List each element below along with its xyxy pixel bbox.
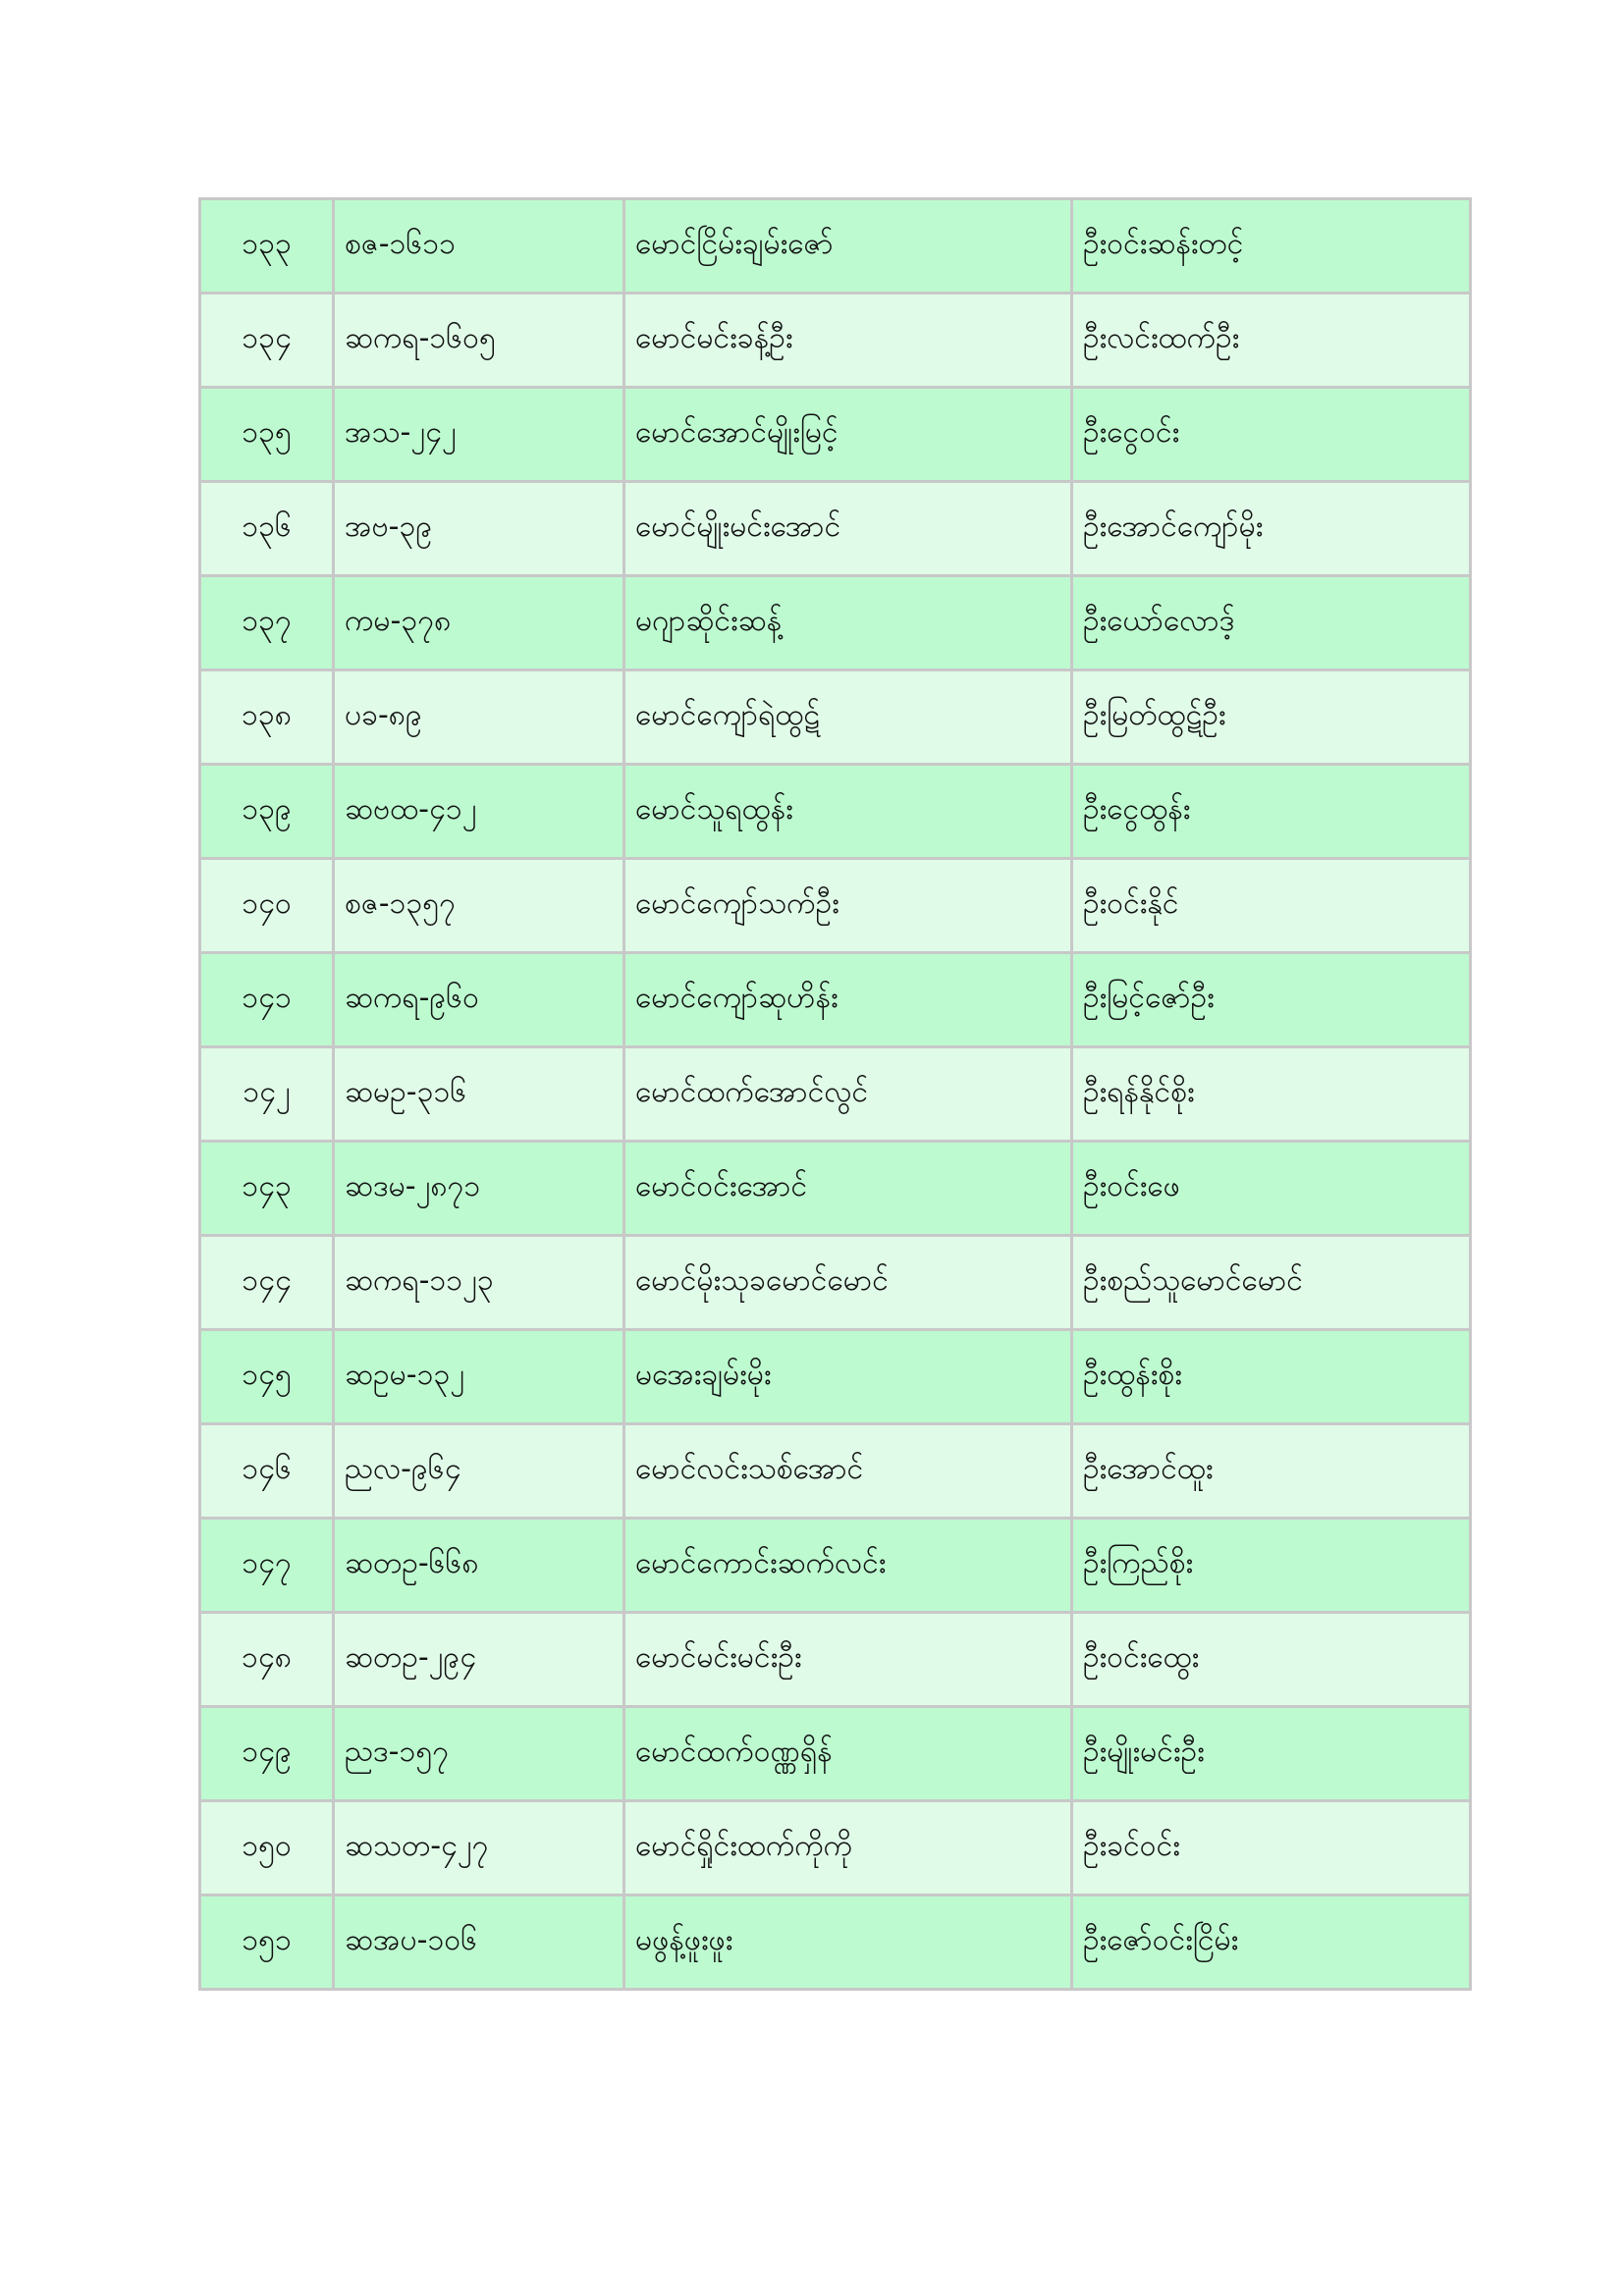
table-row [200,765,1471,859]
row-number: ၁၃၆ [200,482,334,576]
roll-number: ဆကရ-၉၆၀ [334,953,624,1047]
table-row [200,294,1471,388]
father-name: ဦးငွေဝင်း [1072,388,1471,482]
roll-number: အသ-၂၄၂ [334,388,624,482]
roll-number: ကမ-၃၇၈ [334,576,624,670]
row-number: ၁၅၁ [200,1896,334,1990]
row-number: ၁၃၇ [200,576,334,670]
roll-number: ဆဗထ-၄၁၂ [334,765,624,859]
row-number: ၁၄၇ [200,1519,334,1613]
roll-number: စဇ-၁၃၅၇ [334,859,624,953]
father-name: ဦးအောင်ကျော်မိုး [1072,482,1471,576]
student-name: မောင်ငြိမ်းချမ်းဇော် [624,199,1072,294]
student-name: မောင်မင်းမင်းဦး [624,1613,1072,1707]
table-row [200,1801,1471,1896]
father-name: ဦးဇော်ဝင်းငြိမ်း [1072,1896,1471,1990]
student-name: မဖွန့်ဖူးဖူး [624,1896,1072,1990]
row-number: ၁၄၆ [200,1424,334,1519]
row-number: ၁၄၃ [200,1142,334,1236]
row-number: ၁၃၃ [200,199,334,294]
roll-number: ဆမဥ-၃၁၆ [334,1047,624,1142]
table-row [200,1330,1471,1424]
student-name: မောင်ဝင်းအောင် [624,1142,1072,1236]
father-name: ဦးငွေထွန်း [1072,765,1471,859]
student-name: မောင်ထက်ဝဏ္ဏရှိန် [624,1707,1072,1801]
table-body [200,199,1471,1990]
father-name: ဦးဝင်းဆန်းတင့် [1072,199,1471,294]
table-row [200,1896,1471,1990]
row-number: ၁၄၈ [200,1613,334,1707]
row-number: ၁၃၉ [200,765,334,859]
roll-number: ဆဒမ-၂၈၇၁ [334,1142,624,1236]
table-row [200,1707,1471,1801]
table-row [200,859,1471,953]
results-table [198,197,1472,1991]
roll-number: အဗ-၃၉ [334,482,624,576]
table-row [200,199,1471,294]
student-name: မောင်ရှိုင်းထက်ကိုကို [624,1801,1072,1896]
table-row [200,1047,1471,1142]
father-name: ဦးထွန်းစိုး [1072,1330,1471,1424]
student-name: မောင်ကောင်းဆက်လင်း [624,1519,1072,1613]
table-row [200,953,1471,1047]
roll-number: ဆအပ-၁၀၆ [334,1896,624,1990]
table-row [200,388,1471,482]
student-name: မအေးချမ်းမိုး [624,1330,1072,1424]
table-row [200,1142,1471,1236]
father-name: ဦးခင်ဝင်း [1072,1801,1471,1896]
table-row [200,1613,1471,1707]
father-name: ဦးဝင်းနိုင် [1072,859,1471,953]
father-name: ဦးရန်နိုင်စိုး [1072,1047,1471,1142]
row-number: ၁၃၅ [200,388,334,482]
row-number: ၁၄၅ [200,1330,334,1424]
roll-number: ဆတဥ-၂၉၄ [334,1613,624,1707]
roll-number: ဆဥမ-၁၃၂ [334,1330,624,1424]
table-row [200,1519,1471,1613]
student-name: မောင်ကျော်ဆုဟိန်း [624,953,1072,1047]
row-number: ၁၄၂ [200,1047,334,1142]
row-number: ၁၃၄ [200,294,334,388]
father-name: ဦးစည်သူမောင်မောင် [1072,1236,1471,1330]
roll-number: ညလ-၉၆၄ [334,1424,624,1519]
father-name: ဦးဝင်းထွေး [1072,1613,1471,1707]
father-name: ဦးဝင်းဖေ [1072,1142,1471,1236]
father-name: ဦးမြင့်ဇော်ဦး [1072,953,1471,1047]
row-number: ၁၄၁ [200,953,334,1047]
student-name: မဂျာဆိုင်းဆန့် [624,576,1072,670]
father-name: ဦးယော်လောဒ့် [1072,576,1471,670]
student-name: မောင်မင်းခန့်ဦး [624,294,1072,388]
student-name: မောင်မျိုးမင်းအောင် [624,482,1072,576]
roll-number: ညဒ-၁၅၇ [334,1707,624,1801]
father-name: ဦးလင်းထက်ဦး [1072,294,1471,388]
student-name: မောင်မိုးသုခမောင်မောင် [624,1236,1072,1330]
roll-number: စဇ-၁၆၁၁ [334,199,624,294]
row-number: ၁၄၉ [200,1707,334,1801]
student-name: မောင်ကျော်သက်ဦး [624,859,1072,953]
row-number: ၁၄၀ [200,859,334,953]
father-name: ဦးမျိုးမင်းဦး [1072,1707,1471,1801]
roll-number: ဆတဥ-၆၆၈ [334,1519,624,1613]
roll-number: ဆကရ-၁၁၂၃ [334,1236,624,1330]
student-name: မောင်လင်းသစ်အောင် [624,1424,1072,1519]
table-row [200,1424,1471,1519]
table-row [200,670,1471,765]
father-name: ဦးကြည်စိုး [1072,1519,1471,1613]
father-name: ဦးမြတ်ထွဋ်ဦး [1072,670,1471,765]
roll-number: ဆသတ-၄၂၇ [334,1801,624,1896]
table-row [200,1236,1471,1330]
roll-number: ဆကရ-၁၆၀၅ [334,294,624,388]
student-name: မောင်အောင်မျိုးမြင့် [624,388,1072,482]
row-number: ၁၃၈ [200,670,334,765]
student-name: မောင်ထက်အောင်လွင် [624,1047,1072,1142]
student-name: မောင်သူရထွန်း [624,765,1072,859]
roll-number: ပခ-၈၉ [334,670,624,765]
row-number: ၁၄၄ [200,1236,334,1330]
row-number: ၁၅၀ [200,1801,334,1896]
student-name: မောင်ကျော်ရဲထွဋ် [624,670,1072,765]
table-row [200,482,1471,576]
father-name: ဦးအောင်ထူး [1072,1424,1471,1519]
table-row [200,576,1471,670]
